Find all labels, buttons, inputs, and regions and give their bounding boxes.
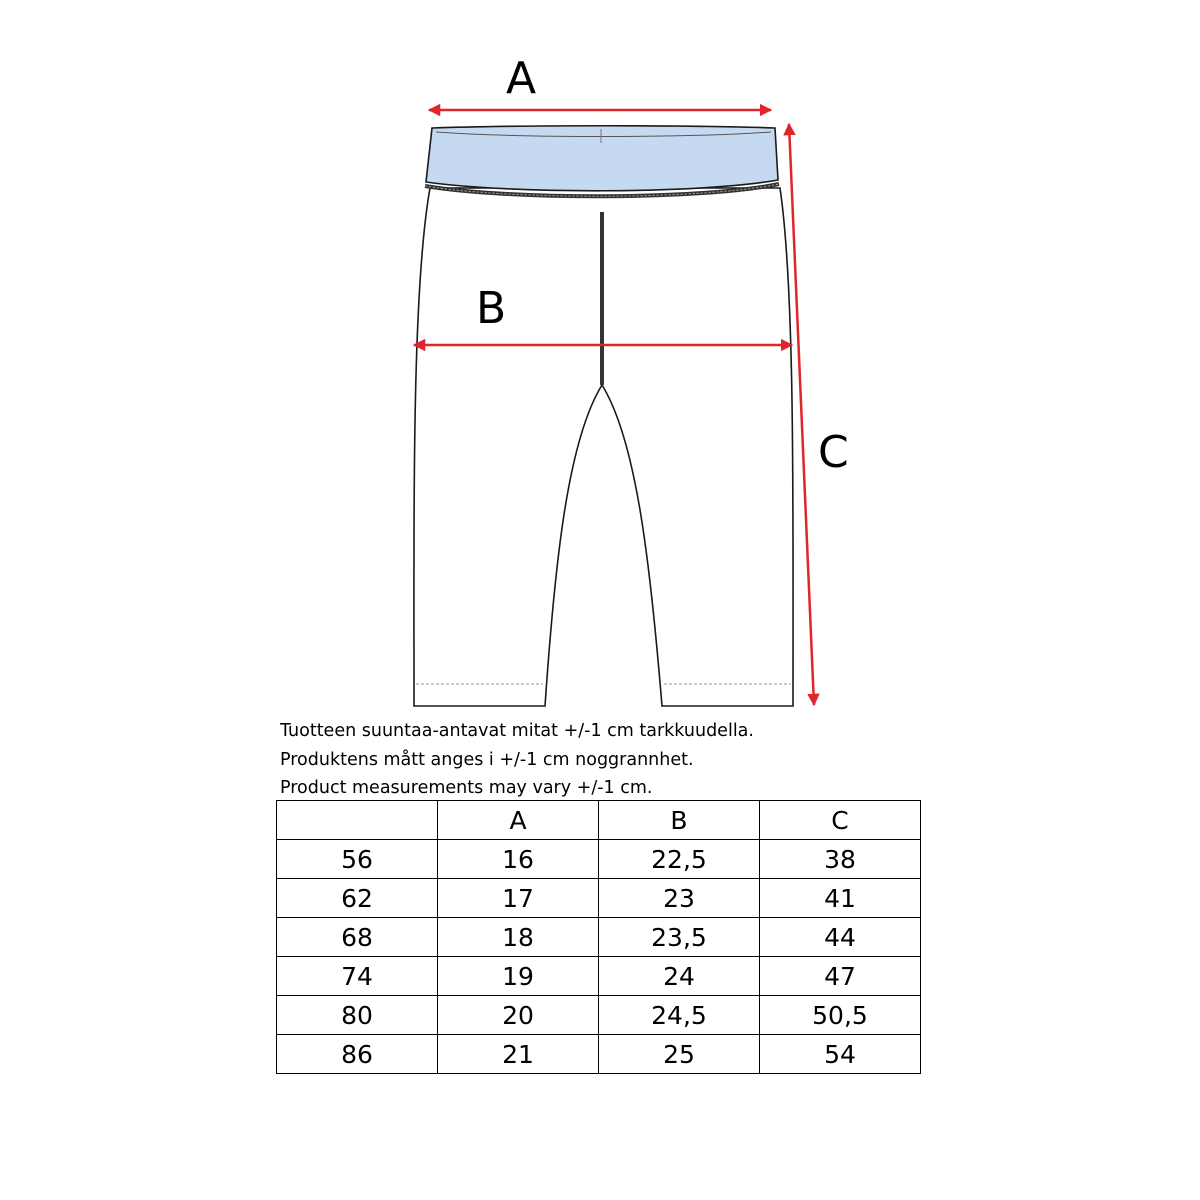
table-header-row (277, 801, 921, 840)
table-cell: 56 (277, 840, 438, 879)
table-header-cell: C (760, 801, 921, 840)
table-row (277, 957, 921, 996)
table-cell: 41 (760, 879, 921, 918)
table-cell: 38 (760, 840, 921, 879)
table-cell: 74 (277, 957, 438, 996)
table-header-cell (277, 801, 438, 840)
table-cell: 17 (438, 879, 599, 918)
table-cell: 47 (760, 957, 921, 996)
table-header-cell: A (438, 801, 599, 840)
table-header-cell: B (599, 801, 760, 840)
table-cell: 23,5 (599, 918, 760, 957)
size-table (276, 800, 921, 1074)
label-b: B (476, 283, 507, 334)
table-cell: 44 (760, 918, 921, 957)
table-cell: 22,5 (599, 840, 760, 879)
table-cell: 62 (277, 879, 438, 918)
table-cell: 24,5 (599, 996, 760, 1035)
table-cell: 80 (277, 996, 438, 1035)
table-cell: 25 (599, 1035, 760, 1074)
table-cell: 21 (438, 1035, 599, 1074)
table-cell: 20 (438, 996, 599, 1035)
table-cell: 23 (599, 879, 760, 918)
table-cell: 19 (438, 957, 599, 996)
measurement-notes (280, 717, 754, 803)
note-swedish: Produktens mått anges i +/-1 cm noggrannhet. (280, 749, 694, 770)
table-cell: 24 (599, 957, 760, 996)
table-row (277, 918, 921, 957)
table-row (277, 1035, 921, 1074)
table-row (277, 996, 921, 1035)
table-cell: 68 (277, 918, 438, 957)
table-cell: 50,5 (760, 996, 921, 1035)
table-cell: 18 (438, 918, 599, 957)
note-english: Product measurements may vary +/-1 cm. (280, 778, 653, 798)
label-c: C (818, 427, 849, 478)
table-cell: 86 (277, 1035, 438, 1074)
table-row (277, 879, 921, 918)
table-row (277, 840, 921, 879)
table-cell: 16 (438, 840, 599, 879)
table-cell: 54 (760, 1035, 921, 1074)
note-finnish: Tuotteen suuntaa-antavat mitat +/-1 cm tarkkuudella. (280, 721, 754, 741)
label-a: A (506, 53, 537, 104)
waistband (426, 126, 778, 191)
